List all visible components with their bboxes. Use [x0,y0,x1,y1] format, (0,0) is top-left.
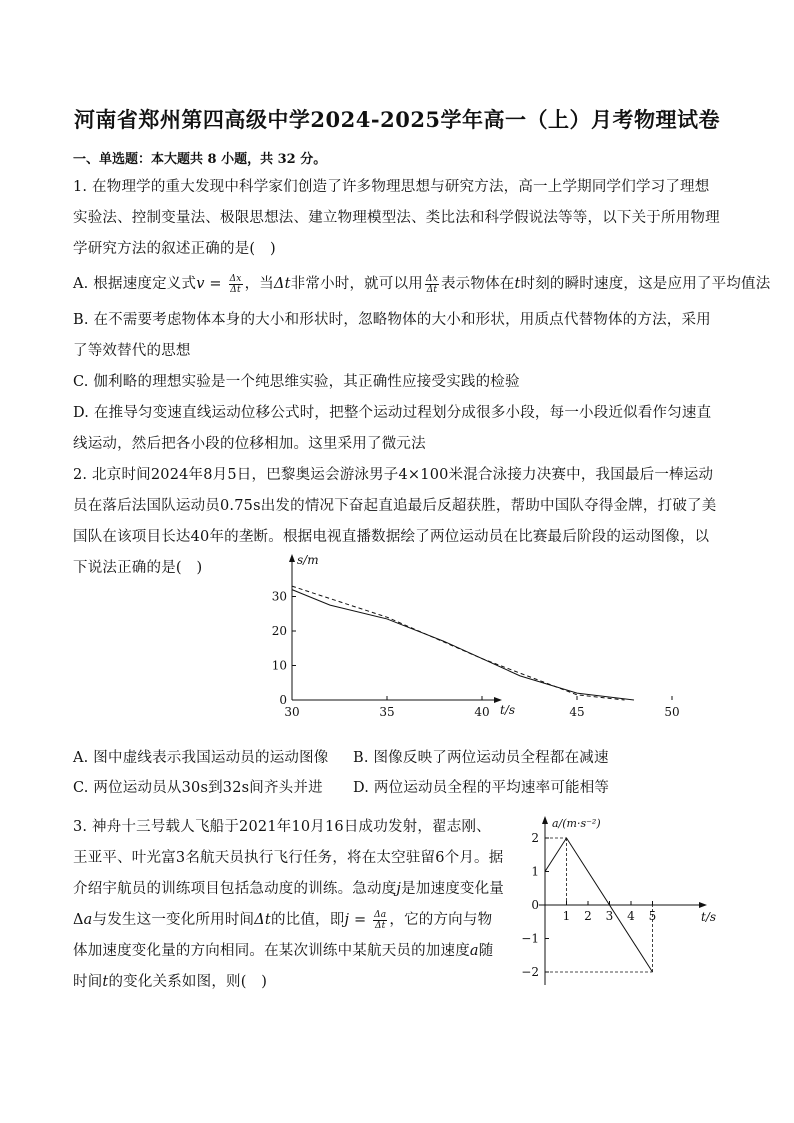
y-tick-label: 0 [279,693,287,707]
chart2-group [521,816,716,985]
y-axis-label: s/m [297,553,319,567]
x-axis-label: t/s [500,703,516,717]
q2-stem: 2. 北京时间2024年8月5日，巴黎奥运会游泳男子4×100米混合泳接力决赛中，我国最后一棒运动员在落后法国队运动员0.75s出发的情况下奋起直追最后反超获胜，帮助中国队夺得金牌，打破了美国队在该项目长达40年的垄断。根据电视直播数据绘了两位运动员在比赛最后阶段的运动图像，以下说法正确的是( ) [73,467,717,576]
q3-text5: ，它的方向与物体加速度变化量的方向相同。在某次训练中某航天员的加速度 [73,912,493,959]
q3-equals: = [349,912,372,928]
q3-text6: 随时间 [73,943,494,990]
j-symbol-2: j [344,912,350,928]
x-axis-arrow [699,902,707,908]
x-tick-label: 2 [584,909,592,923]
a-symbol-2: a [469,943,479,959]
q2-option-d[interactable]: D. 两位运动员全程的平均速率可能相等 [353,780,610,796]
t-symbol: t [514,276,521,292]
t-symbol-q3: t [102,974,109,990]
x-tick-label: 40 [474,705,490,719]
acceleration-time-chart [515,810,735,990]
x-axis-label: t/s [701,910,717,924]
q3-text2: 是加速度变化量Δ [73,881,505,928]
q3-text3: 与发生这一变化所用时间 [92,912,255,928]
q1-option-a-text3: 非常小时，就可以用 [290,276,423,292]
series-dashed [292,586,625,700]
y-axis-label: a/(m·s⁻²) [552,817,601,830]
q3-stem [73,812,505,998]
x-tick-label: 3 [605,909,614,923]
q1-stem: 1. 在物理学的重大发现中科学家们创造了许多物理思想与研究方法，高一上学期同学们学习了理想实验法、控制变量法、极限思想法、建立物理模型法、类比法和科学假说法等等，以下关于所用物理学研究方法的叙述正确的是( ) [73,179,720,257]
y-tick-label: 10 [271,658,287,673]
displacement-time-chart [262,550,680,725]
y-axis-arrow [289,554,295,562]
dt-symbol-q3: Δt [254,912,271,928]
q1-option-a-text2: ，当 [244,276,274,292]
q1-option-a-text4: 表示物体在 [440,276,515,292]
x-tick-label: 45 [569,705,585,719]
y-axis-arrow [542,816,548,824]
x-tick-label: 30 [284,705,300,719]
x-tick-label: 1 [562,909,571,923]
q1-option-d[interactable]: D. 在推导匀变速直线运动位移公式时，把整个运动过程划分成很多小段，每一小段近似看作匀速直线运动，然后把各小段的位移相加。这里采用了微元法 [73,405,712,452]
q1-option-a-text5: 时刻的瞬时速度，这是应用了平均值法 [520,276,771,292]
x-tick-label: 35 [379,705,395,719]
q3-text1: 3. 神舟十三号载人飞船于2021年10月16日成功发射，翟志刚、王亚平、叶光富3名航天员执行飞行任务，将在太空驻留6个月。据介绍宇航员的训练项目包括急动度的训练。急动度 [73,819,504,897]
x-tick-label: 4 [627,909,635,923]
exam-title: 河南省郑州第四高级中学2024-2025学年高一（上）月考物理试卷 [73,107,721,132]
q2-option-a[interactable]: A. 图中虚线表示我国运动员的运动图像 [73,750,329,766]
q2-option-c[interactable]: C. 两位运动员从30s到32s间齐头并进 [73,780,323,796]
velocity-symbol: v [196,276,205,292]
section-heading: 一、单选题：本大题共 8 小题，共 32 分。 [73,152,327,167]
y-tick-label: 1 [531,864,539,879]
y-tick-label: 30 [271,589,287,604]
q1-option-a-text1: A. 根据速度定义式 [73,276,197,292]
x-tick-label: 5 [648,909,657,923]
q3-text4: 的比值，即 [270,912,345,928]
x-tick-label: 50 [664,705,680,719]
q1-option-a[interactable] [73,269,771,300]
dt-symbol: Δt [273,276,291,292]
equals: = [204,276,227,292]
y-tick-label: −1 [521,931,539,946]
j-symbol: j [396,881,402,897]
y-tick-label: 20 [271,624,287,638]
fraction-dx-dt: $\frac{\Delta x}{\Delta t}$ [229,273,242,295]
y-tick-label: 0 [531,898,539,912]
fraction-da-dt: $\frac{\Delta a}{\Delta t}$ [374,909,387,931]
a-symbol: a [83,912,93,928]
q2-option-b[interactable]: B. 图像反映了两位运动员全程都在减速 [353,750,609,766]
fraction-dx-dt-2: $\frac{\Delta x}{\Delta t}$ [425,273,438,295]
y-tick-label: −2 [521,965,539,979]
y-tick-label: 2 [531,831,539,845]
q1-option-b[interactable]: B. 在不需要考虑物体本身的大小和形状时，忽略物体的大小和形状，用质点代替物体的方法，采用了等效替代的思想 [73,312,711,359]
q1-option-c[interactable]: C. 伽利略的理想实验是一个纯思维实验，其正确性应接受实践的检验 [73,374,520,390]
q3-text7: 的变化关系如图，则( ) [108,974,268,990]
series-solid [292,590,634,700]
